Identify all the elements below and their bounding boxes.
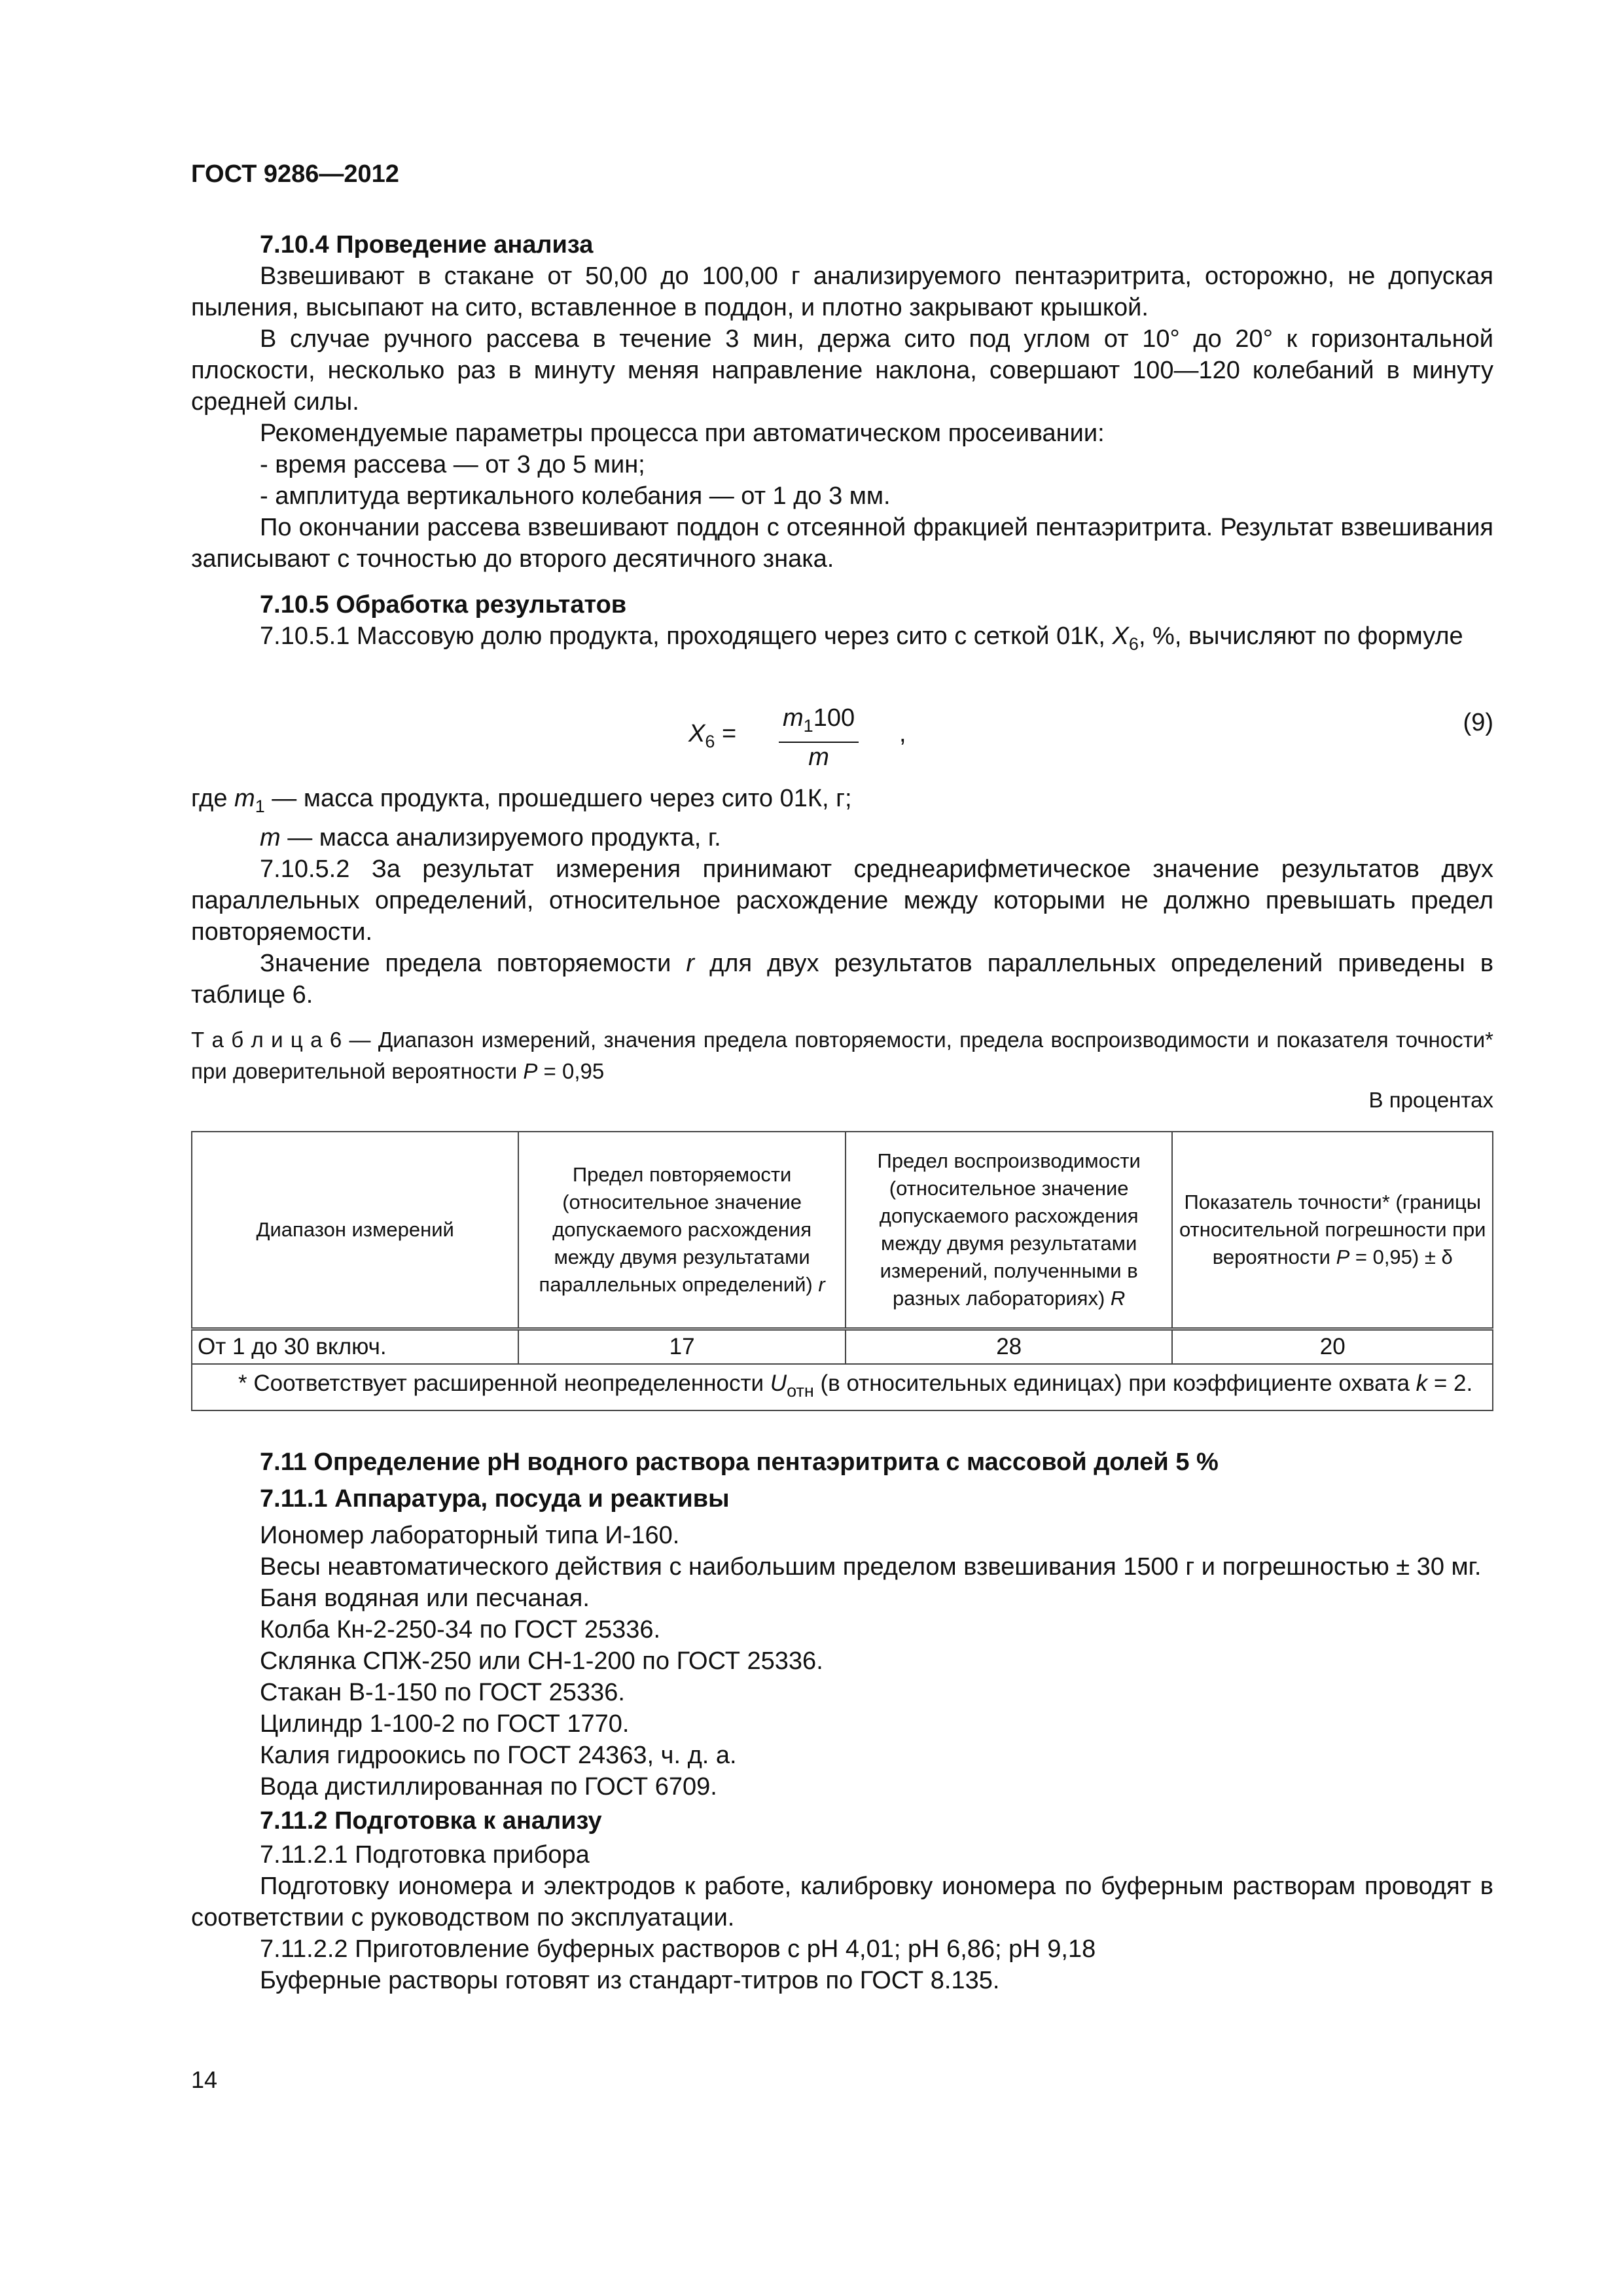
table-unit: В процентах <box>1368 1088 1493 1112</box>
column-header: Диапазон измерений <box>192 1132 518 1329</box>
list-item: Калия гидроокись по ГОСТ 24363, ч. д. а. <box>260 1742 737 1769</box>
table-footnote-row <box>192 1364 1493 1410</box>
table-row <box>192 1329 1493 1365</box>
paragraph: Буферные растворы готовят из стандарт-титров по ГОСТ 8.135. <box>260 1967 1000 1994</box>
paragraph: 7.11.2.2 Приготовление буферных растворов с pH 4,01; pH 6,86; pH 9,18 <box>260 1935 1096 1963</box>
paragraph: Значение предела повторяемости r для двух результатов параллельных определений приведены в таблице 6. <box>191 950 1494 1009</box>
column-header: Предел воспроизводимости (относительное значение допускаемого расхождения между двумя результатами измерений, полученными в разных лабораториях) R <box>846 1132 1173 1329</box>
section-7-10-5 <box>191 589 1493 660</box>
table-footnote: * Соответствует расширенной неопределенности $U_{отн}$ (в относительных единицах) при коэффициенте охвата k = 2. <box>192 1364 1493 1410</box>
paragraph: Взвешивают в стакане от 50,00 до 100,00 г анализируемого пентаэритрита, осторожно, не допуская пыления, высыпают на сито, вставленное в поддон, и плотно закрывают крышкой. <box>191 262 1493 321</box>
formula-legend: m — масса анализируемого продукта, г. <box>260 824 721 852</box>
section-title: 7.10.5 Обработка результатов <box>260 591 627 619</box>
table-cell: 20 <box>1172 1329 1493 1365</box>
list-item: Иономер лабораторный типа И-160. <box>260 1522 680 1549</box>
table-6 <box>191 1131 1493 1411</box>
paragraph: Рекомендуемые параметры процесса при автоматическом просеивании: <box>260 420 1105 447</box>
list-item: Колба Кн-2-250-34 по ГОСТ 25336. <box>260 1616 661 1643</box>
formula-9 <box>191 704 1493 776</box>
formula-lhs: $X_6$ = <box>688 720 737 751</box>
document-header: ГОСТ 9286—2012 <box>191 160 399 188</box>
formula-denominator: m <box>808 744 829 771</box>
formula-legend: где $m_1$ — масса продукта, прошедшего через сито 01К, г; <box>191 785 852 816</box>
list-item: Баня водяная или песчаная. <box>260 1585 590 1612</box>
section-7-10-5-cont <box>191 783 1493 1011</box>
table-header-row <box>192 1132 1493 1329</box>
paragraph: Подготовку иономера и электродов к работе, калибровку иономера по буферным растворам проводят в соответствии с руководством по эксплуатации. <box>191 1873 1493 1931</box>
formula-number: (9) <box>1463 709 1493 736</box>
paragraph: 7.10.5.1 Массовую долю продукта, проходящего через сито с сеткой 01К, $X_6$, %, вычисляют по формуле <box>260 622 1463 654</box>
column-header: Показатель точности* (границы относительной погрешности при вероятности P = 0,95) ± δ <box>1172 1132 1493 1329</box>
table-cell: 28 <box>846 1329 1173 1365</box>
list-item: Весы неавтоматического действия с наибольшим пределом взвешивания 1500 г и погрешностью ± 30 мг. <box>260 1553 1482 1581</box>
table-cell: 17 <box>518 1329 846 1365</box>
formula-numerator: $m_1100$ <box>779 704 859 743</box>
list-item: Вода дистиллированная по ГОСТ 6709. <box>260 1773 717 1801</box>
table-caption: Т а б л и ц а 6 — Диапазон измерений, значения предела повторяемости, предела воспроизводимости и показателя точности* при доверительной вероятности P = 0,95 <box>191 1028 1493 1083</box>
section-title: 7.11 Определение pH водного раствора пентаэритрита с массовой долей 5 % <box>260 1448 1219 1476</box>
formula-fraction <box>779 704 859 772</box>
page-number: 14 <box>191 2066 218 2093</box>
table-cell: От 1 до 30 включ. <box>192 1329 518 1365</box>
column-header: Предел повторяемости (относительное значение допускаемого расхождения между двумя результатами параллельных определений) r <box>518 1132 846 1329</box>
list-item: Склянка СПЖ-250 или СН-1-200 по ГОСТ 25336. <box>260 1647 823 1675</box>
section-title: 7.11.1 Аппаратура, посуда и реактивы <box>260 1485 730 1513</box>
paragraph: По окончании рассева взвешивают поддон с отсеянной фракцией пентаэритрита. Результат взвешивания записывают с точностью до второго десятичного знака. <box>191 514 1493 573</box>
list-item: - время рассева — от 3 до 5 мин; <box>260 451 645 478</box>
paragraph: 7.11.2.1 Подготовка прибора <box>260 1841 590 1869</box>
section-7-11 <box>191 1446 1493 1996</box>
section-7-10-4 <box>191 229 1493 575</box>
formula-comma: , <box>899 720 906 747</box>
paragraph: 7.10.5.2 За результат измерения принимают среднеарифметическое значение результатов двух параллельных определений, относительное расхождение между которыми не должно превышать предел повторяемости. <box>191 855 1493 946</box>
list-item: Стакан В-1-150 по ГОСТ 25336. <box>260 1679 625 1706</box>
list-item: - амплитуда вертикального колебания — от 1 до 3 мм. <box>260 482 891 510</box>
list-item: Цилиндр 1-100-2 по ГОСТ 1770. <box>260 1710 630 1738</box>
section-title: 7.10.4 Проведение анализа <box>260 231 594 259</box>
section-title: 7.11.2 Подготовка к анализу <box>260 1807 602 1835</box>
paragraph: В случае ручного рассева в течение 3 мин, держа сито под углом от 10° до 20° к горизонтальной плоскости, несколько раз в минуту меняя направление наклона, совершают 100—120 колебаний в минуту средней силы. <box>191 325 1493 416</box>
